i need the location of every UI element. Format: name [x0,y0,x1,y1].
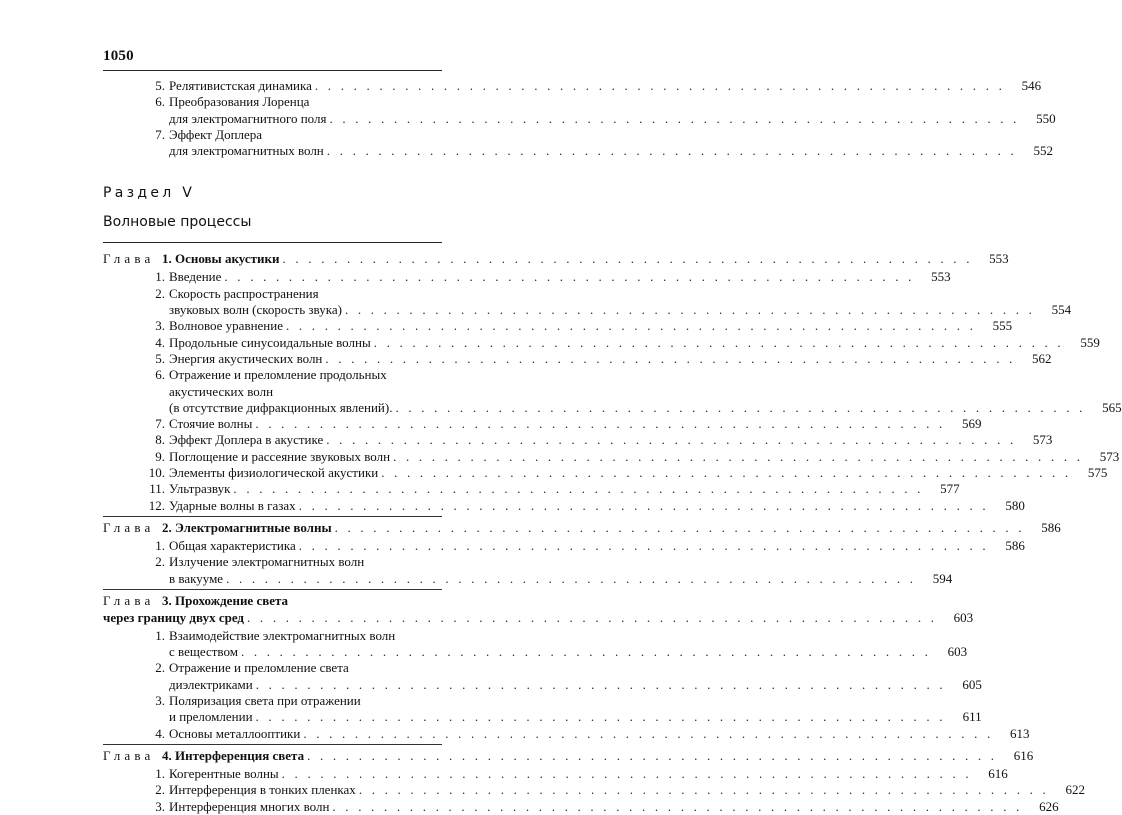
dot-leader: . . . . . . . . . . . . . . . . . . . . . . . . . . . . . . . . . . . . . . . . . . . . . . . . . . . . . . [314,78,1006,93]
toc-entry [0,765,1008,782]
entry-number: 7. [155,126,165,142]
dot-leader: . . . . . . . . . . . . . . . . . . . . . . . . . . . . . . . . . . . . . . . . . . . . . . . . . . . . . . [326,143,1017,159]
entry-number: 10. [148,465,165,481]
entry-page: 575 [1087,465,1108,481]
toc-entry [0,285,1072,319]
entry-title-line: Элементы физиологической акустики [169,465,381,481]
entry-text [169,782,1085,798]
chapter-title: 4. Интерференция света [161,747,305,763]
dot-leader: . . . . . . . . . . . . . . . . . . . . . . . . . . . . . . . . . . . . . . . . . . . . . . . . . . . . . . [226,570,917,586]
entry-number: 4. [155,334,165,350]
entry-page: 573 [1032,432,1053,448]
chapter-rule [103,516,442,517]
entry-text [169,660,982,693]
dot-leader: . . . . . . . . . . . . . . . . . . . . . . . . . . . . . . . . . . . . . . . . . . . . . . . . . . . . . . [395,399,1086,415]
section-rule [103,242,442,243]
entry-text [169,725,1030,742]
entry-text [169,367,1122,416]
entry-page: 562 [1032,350,1052,366]
dot-leader: . . . . . . . . . . . . . . . . . . . . . . . . . . . . . . . . . . . . . . . . . . . . . . . . . . . . . . [282,251,973,267]
entry-text [169,481,960,497]
entry-page: 594 [932,570,953,586]
chapter-title: 3. Прохождение света [161,592,289,608]
entry-number: 12. [148,497,165,513]
entry-text [169,78,1042,94]
entry-title-line: Стоячие волны [169,416,255,432]
entry-title-line: Энергия акустических волн [169,351,325,367]
toc-entry [0,126,1053,160]
entry-number: 3. [155,318,165,334]
chapter-page: 616 [1013,747,1034,763]
entry-text [169,126,1053,160]
entry-page: 611 [962,709,982,725]
chapter-page: 586 [1041,519,1061,535]
toc-entry [0,448,1120,465]
entry-number: 6. [155,367,165,383]
entry-text [169,465,1108,481]
toc-entry [0,334,1100,351]
entry-title-line: Общая характеристика [169,538,299,554]
entry-title-line: акустических волн [169,383,274,399]
toc-entry [0,350,1052,367]
entry-title-line: Взаимодействие электромагнитных волн [169,627,396,643]
chapter-label: Глава [103,251,162,267]
toc-entry [0,693,982,726]
entry-number: 1. [155,627,165,643]
dot-leader: . . . . . . . . . . . . . . . . . . . . . . . . . . . . . . . . . . . . . . . . . . . . . . . . . . . . . . [303,725,994,741]
entry-page: 613 [1009,725,1030,741]
entry-page: 626 [1039,798,1059,814]
dot-leader: . . . . . . . . . . . . . . . . . . . . . . . . . . . . . . . . . . . . . . . . . . . . . . . . . . . . . . [286,318,977,334]
toc-entry [0,465,1108,481]
entry-page: 552 [1033,143,1053,159]
dot-leader: . . . . . . . . . . . . . . . . . . . . . . . . . . . . . . . . . . . . . . . . . . . . . . . . . . . . . . [281,765,972,781]
chapter-heading [0,250,1009,267]
entry-number: 11. [149,481,165,497]
entry-page: 546 [1021,78,1042,93]
dot-leader: . . . . . . . . . . . . . . . . . . . . . . . . . . . . . . . . . . . . . . . . . . . . . . . . . . . . . . [358,782,1049,798]
entry-title-line: Ультразвук [169,481,233,497]
entry-title-line: Интерференция в тонких пленках [169,782,359,798]
entry-title-line: Излучение электромагнитных волн [169,554,365,570]
dot-leader: . . . . . . . . . . . . . . . . . . . . . . . . . . . . . . . . . . . . . . . . . . . . . . . . . . . . . . [332,798,1023,814]
chapter-title: через границу двух сред [103,609,245,625]
entry-text [169,765,1008,782]
entry-text [169,798,1059,815]
entry-title-line: для электромагнитного поля [169,111,329,127]
entry-page: 580 [1005,497,1025,513]
entry-title-line: и преломлении [169,709,256,725]
entry-text [169,448,1120,465]
entry-page: 559 [1080,334,1100,350]
entry-title-line: Ударные волны в газах [169,498,299,514]
entry-title-line: в вакууме [169,571,226,587]
section-block [0,159,600,250]
toc-entry [0,627,968,661]
chapter-rule [103,744,442,745]
entry-number: 9. [155,448,165,464]
entry-text [169,334,1100,351]
entry-text [169,269,951,285]
entry-page: 573 [1099,448,1120,464]
entry-page: 616 [988,765,1008,781]
toc-entry [0,782,1085,798]
entry-number: 3. [155,798,165,814]
chapter-label: Глава [103,592,162,608]
entry-title-line: Введение [169,269,224,285]
entry-title-line: Эффект Доплера в акустике [169,432,326,448]
entry-title-line: Продольные синусоидальные волны [169,335,374,351]
entry-title-line: Релятивистская динамика [169,78,315,94]
entry-text [169,350,1052,367]
entry-title-line: Преобразования Лоренца [169,94,310,110]
entry-number: 5. [155,78,165,93]
dot-leader: . . . . . . . . . . . . . . . . . . . . . . . . . . . . . . . . . . . . . . . . . . . . . . . . . . . . . . [298,537,989,553]
toc-entry [0,432,1053,448]
entry-page: 586 [1005,537,1025,553]
entry-title-line: Интерференция многих волн [169,799,332,815]
entry-title-line: для электромагнитных волн [169,143,327,159]
entry-title-line: Поляризация света при отражении [169,693,361,709]
entry-title-line: Поглощение и рассеяние звуковых волн [169,449,393,465]
dot-leader: . . . . . . . . . . . . . . . . . . . . . . . . . . . . . . . . . . . . . . . . . . . . . . . . . . . . . . [240,644,932,660]
entry-text [169,416,982,432]
entry-title-line: диэлектриками [169,677,256,693]
entry-page: 554 [1051,302,1072,318]
entry-text [169,497,1025,514]
entry-title-line: Отражение и преломление продольных [169,367,387,383]
entry-text [169,627,968,661]
entry-number: 2. [155,782,165,798]
entry-title-line: Волновое уравнение [169,318,286,334]
chapter-title: 1. Основы акустики [161,251,280,267]
entry-number: 5. [155,350,165,366]
entry-title-line: с веществом [169,644,241,660]
chapter-heading [0,747,1034,764]
entry-number: 1. [155,537,165,553]
section-subtitle: Волновые процессы [103,214,252,231]
toc-entry [0,554,953,587]
entry-number: 8. [155,432,165,448]
chapter-heading [0,592,974,626]
dot-leader: . . . . . . . . . . . . . . . . . . . . . . . . . . . . . . . . . . . . . . . . . . . . . . . . . . . . . . [325,350,1016,366]
chapter-label: Глава [103,747,162,763]
entry-title-line: (в отсутствие дифракционных явлений). [169,400,395,416]
entry-title-line: Эффект Доплера [169,126,263,142]
entry-page: 565 [1102,399,1122,415]
entry-number: 1. [155,269,165,285]
dot-leader: . . . . . . . . . . . . . . . . . . . . . . . . . . . . . . . . . . . . . . . . . . . . . . . . . . . . . . [307,747,998,763]
entry-page: 569 [961,416,982,432]
entry-number: 6. [155,94,165,110]
entry-page: 577 [940,481,960,497]
entry-page: 550 [1036,110,1056,126]
chapter-page: 603 [953,609,974,625]
dot-leader: . . . . . . . . . . . . . . . . . . . . . . . . . . . . . . . . . . . . . . . . . . . . . . . . . . . . . . [255,676,946,692]
dot-leader: . . . . . . . . . . . . . . . . . . . . . . . . . . . . . . . . . . . . . . . . . . . . . . . . . . . . . . [329,110,1020,126]
entry-page: 622 [1065,782,1085,798]
toc-entry [0,367,1122,416]
entry-text [169,537,1025,554]
entry-text [169,554,953,587]
toc-content [0,78,1122,815]
section-heading: Раздел V [103,185,196,202]
dot-leader: . . . . . . . . . . . . . . . . . . . . . . . . . . . . . . . . . . . . . . . . . . . . . . . . . . . . . . [255,416,946,432]
entry-text [169,285,1072,319]
toc-entry [0,318,1013,334]
toc-entry [0,94,1056,127]
entry-text [169,432,1053,448]
entry-number: 1. [155,765,165,781]
dot-leader: . . . . . . . . . . . . . . . . . . . . . . . . . . . . . . . . . . . . . . . . . . . . . . . . . . . . . . [381,465,1072,481]
chapter-page: 553 [989,251,1009,267]
entry-title-line: звуковых волн (скорость звука) [169,302,345,318]
entry-page: 553 [931,269,951,285]
dot-leader: . . . . . . . . . . . . . . . . . . . . . . . . . . . . . . . . . . . . . . . . . . . . . . . . . . . . . . [247,609,938,625]
toc-entry [0,269,951,285]
entry-text [169,94,1056,127]
toc-entry [0,416,982,432]
dot-leader: . . . . . . . . . . . . . . . . . . . . . . . . . . . . . . . . . . . . . . . . . . . . . . . . . . . . . . [344,302,1036,318]
entry-page: 555 [992,318,1013,334]
toc-entry [0,660,982,693]
entry-number: 2. [155,660,165,676]
entry-number: 7. [155,416,165,432]
entry-text [169,318,1013,334]
chapter-rule [103,589,442,590]
entry-number: 2. [155,285,165,301]
dot-leader: . . . . . . . . . . . . . . . . . . . . . . . . . . . . . . . . . . . . . . . . . . . . . . . . . . . . . . [393,448,1084,464]
toc-entry [0,481,960,497]
entry-number: 3. [155,693,165,709]
entry-number: 2. [155,554,165,570]
entry-title-line: Основы металлооптики [169,726,303,742]
dot-leader: . . . . . . . . . . . . . . . . . . . . . . . . . . . . . . . . . . . . . . . . . . . . . . . . . . . . . . [255,709,946,725]
dot-leader: . . . . . . . . . . . . . . . . . . . . . . . . . . . . . . . . . . . . . . . . . . . . . . . . . . . . . . [298,497,989,513]
entry-title-line: Скорость распространения [169,285,319,301]
chapter-heading [0,519,1061,536]
toc-entry [0,78,1042,94]
header-rule [103,70,442,71]
entry-number: 4. [155,725,165,741]
entry-title-line: Когерентные волны [169,766,282,782]
chapter-title: 2. Электромагнитные волны [161,519,332,535]
toc-entry [0,497,1025,514]
entry-text [169,693,982,726]
dot-leader: . . . . . . . . . . . . . . . . . . . . . . . . . . . . . . . . . . . . . . . . . . . . . . . . . . . . . . [373,334,1064,350]
dot-leader: . . . . . . . . . . . . . . . . . . . . . . . . . . . . . . . . . . . . . . . . . . . . . . . . . . . . . . [233,481,924,497]
entry-page: 603 [947,644,968,660]
toc-entry [0,725,1030,742]
dot-leader: . . . . . . . . . . . . . . . . . . . . . . . . . . . . . . . . . . . . . . . . . . . . . . . . . . . . . . [224,269,915,285]
chapter-label: Глава [103,519,162,535]
page-number: 1050 [103,48,134,64]
toc-entry [0,537,1025,554]
entry-title-line: Отражение и преломление света [169,660,349,676]
dot-leader: . . . . . . . . . . . . . . . . . . . . . . . . . . . . . . . . . . . . . . . . . . . . . . . . . . . . . . [334,519,1025,535]
entry-page: 605 [962,676,982,692]
toc-entry [0,798,1059,815]
dot-leader: . . . . . . . . . . . . . . . . . . . . . . . . . . . . . . . . . . . . . . . . . . . . . . . . . . . . . . [326,432,1017,448]
